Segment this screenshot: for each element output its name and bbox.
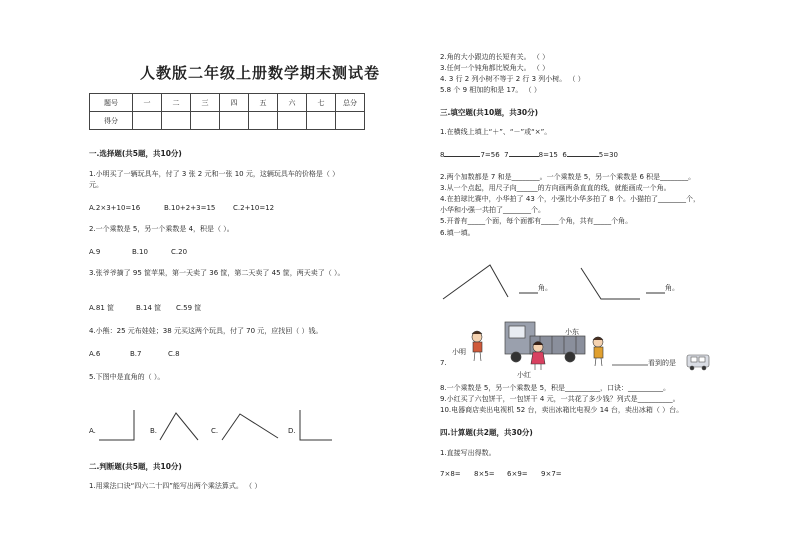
table-cell: 一 xyxy=(133,94,162,112)
fill-num: 5=30 xyxy=(598,151,619,159)
table-cell: 总分 xyxy=(336,94,365,112)
question-text: 1.直接写出得数。 xyxy=(440,449,496,457)
truck xyxy=(505,322,585,362)
section-heading-judge: 二.判断题(共5题，共10分) xyxy=(89,462,182,471)
calc-item: 8×5= xyxy=(474,470,495,478)
option: B. xyxy=(150,427,158,435)
question-text: 2.一个乘数是 5，另一个乘数是 4，积是（ ）。 xyxy=(89,225,234,233)
table-cell: 五 xyxy=(249,94,278,112)
table-cell: 六 xyxy=(278,94,307,112)
question-text: 5.8 个 9 相加的和是 17。 （ ） xyxy=(440,86,541,94)
child-xiaohong xyxy=(531,342,545,371)
label-xiaoming: 小明 xyxy=(452,348,466,356)
question-text: 2.角的大小跟边的长短有关。 （ ） xyxy=(440,53,550,61)
option: A. xyxy=(89,427,96,435)
calc-item: 7×8= xyxy=(440,470,461,478)
page-title: 人教版二年级上册数学期末测试卷 xyxy=(140,64,381,82)
calc-item: 9×7= xyxy=(541,470,562,478)
option: A.6 xyxy=(89,350,101,358)
question-text: 6.填一填。 xyxy=(440,229,475,237)
option: B.14 筐 xyxy=(136,304,162,312)
fill-num: 7 xyxy=(504,151,509,159)
child-xiaoming xyxy=(472,331,482,361)
label-xiaohong: 小红 xyxy=(517,371,531,379)
question-text: 4.在拍球比赛中，小华拍了 43 个，小强比小华多拍了 8 个。小猫拍了________个， xyxy=(440,195,700,203)
question-text: 9.小红买了六包饼干，一包饼干 4 元，一共花了多少钱？列式是__________。 xyxy=(440,395,680,403)
angle-answer-suffix: 角。 xyxy=(538,284,552,292)
question-text: 1.小明买了一辆玩具车，付了 3 张 2 元和一张 10 元，这辆玩具车的价格是（ ） xyxy=(89,170,340,178)
question-number: 7. xyxy=(440,359,447,367)
option: C. xyxy=(211,427,219,435)
calc-item: 6×9= xyxy=(507,470,528,478)
question-text: 元。 xyxy=(89,181,103,189)
fill-num: 8=15 xyxy=(538,151,558,159)
question-text: 看到的是 xyxy=(648,359,676,367)
table-cell: 得分 xyxy=(90,112,133,130)
option: B.10 xyxy=(132,248,148,256)
child-xiaodong xyxy=(593,337,603,366)
option: B.7 xyxy=(130,350,142,358)
question-text: 小华和小强一共拍了________个。 xyxy=(440,206,545,214)
fill-num: 8 xyxy=(440,151,445,159)
question-text: 1.在横线上填上“＋”、“－”或“×”。 xyxy=(440,128,552,136)
option: B.10+2+3=15 xyxy=(164,204,216,212)
section-heading-choice: 一.选择题(共5题，共10分) xyxy=(89,149,182,158)
option: A.81 筐 xyxy=(89,304,115,312)
table-cell: 七 xyxy=(307,94,336,112)
question-text: 10.电器商店卖出电视机 52 台，卖出冰箱比电视少 14 台，卖出冰箱（ ）台。 xyxy=(440,406,684,414)
option: A.2×3+10=16 xyxy=(89,204,141,212)
angle-answer-suffix: 角。 xyxy=(665,284,679,292)
fill-num: 7=56 xyxy=(480,151,500,159)
table-cell: 三 xyxy=(191,94,220,112)
option: C.59 筐 xyxy=(176,304,202,312)
question-text: 3.任何一个钝角都比锐角大。 （ ） xyxy=(440,64,550,72)
option: C.8 xyxy=(168,350,180,358)
question-text: 1.用乘法口诀“四六二十四”能写出两个乘法算式。 （ ） xyxy=(89,482,262,490)
option: C.2+10=12 xyxy=(233,204,275,212)
question-text: 3.张爷爷摘了 95 筐苹果，第一天卖了 36 筐，第二天卖了 45 筐，两天卖了（ ）。 xyxy=(89,269,345,277)
question-text: 8.一个乘数是 5，另一个乘数是 5，积是__________，口诀：__________。 xyxy=(440,384,671,392)
question-text: 2.两个加数都是 7 和是________。一个乘数是 5，另一个乘数是 6 积是________。 xyxy=(440,173,696,181)
fill-num: 6 xyxy=(562,151,567,159)
section-heading-fill: 三.填空题(共10题，共30分) xyxy=(440,108,539,117)
label-xiaodong: 小东 xyxy=(565,328,579,336)
option: C.20 xyxy=(171,248,188,256)
table-cell: 二 xyxy=(162,94,191,112)
question-text: 4. 3 行 2 列小树不等于 2 行 3 列小树。 （ ） xyxy=(440,75,585,83)
section-heading-calc: 四.计算题(共2题，共30分) xyxy=(440,428,533,437)
question-text: 5.下图中是直角的（ ）。 xyxy=(89,373,165,381)
question-text: 3.从一个点起，用尺子向______的方向画两条直直的线，就能画成一个角。 xyxy=(440,184,671,192)
table-cell: 题号 xyxy=(90,94,133,112)
small-truck-icon xyxy=(687,355,709,370)
question-text: 4.小熊：25 元布娃娃；38 元买这两个玩具，付了 70 元，应找回（ ）钱。 xyxy=(89,327,323,335)
question-text: 5.开普有_____个面，每个面都有_____个角，共有_____个角。 xyxy=(440,217,633,225)
table-cell: 四 xyxy=(220,94,249,112)
option: D. xyxy=(288,427,296,435)
option: A.9 xyxy=(89,248,101,256)
